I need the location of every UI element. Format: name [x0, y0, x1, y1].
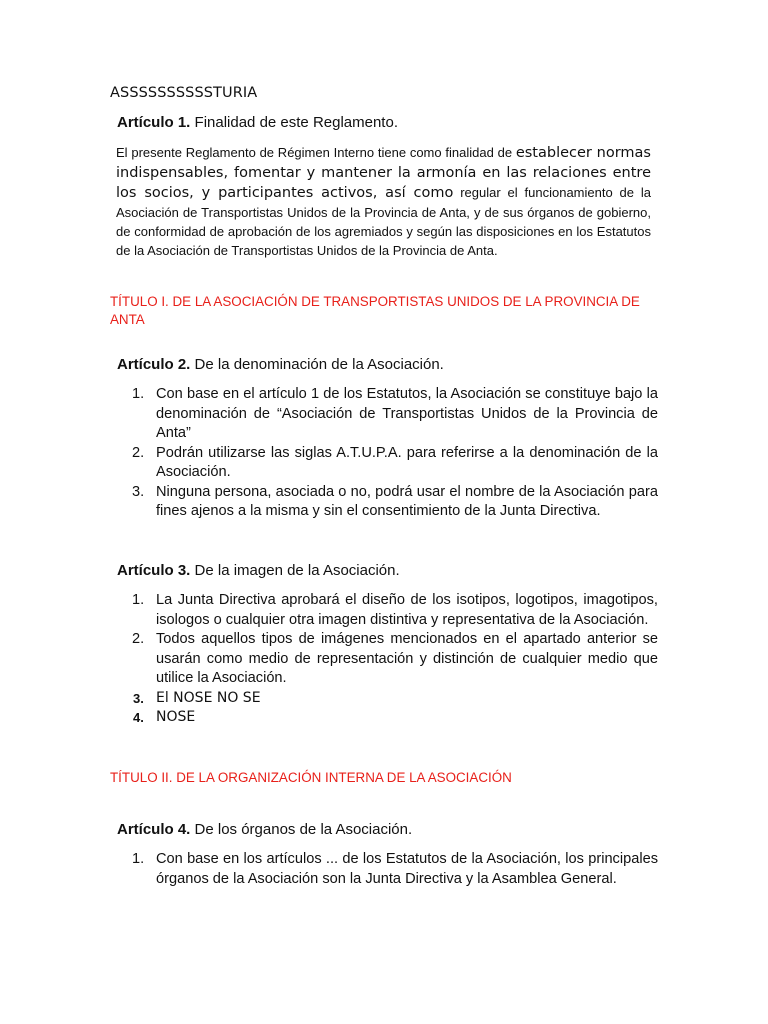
list-item-text: La Junta Directiva aprobará el diseño de los isotipos, logotipos, imagotipos, isologos o cualquier otra imagen distintiva y representativa de la Asociación. — [156, 592, 658, 628]
article-1-title: Finalidad de este Reglamento. — [190, 114, 398, 131]
article-1-text-c: regular el funcionamiento de la Asociación de Transportistas Unidos de la Provincia de Anta, y de sus órganos de gobierno, de conformidad de aprobación de los agremiados y según las disposiciones en los Estatutos de la Asociación de Transportistas Unidos de la Provincia de Anta. — [116, 185, 651, 258]
list-item — [117, 444, 658, 483]
article-4-label: Artículo 4. — [117, 821, 191, 838]
list-item — [117, 850, 658, 889]
list-item-text: El NOSE NO SE — [156, 689, 261, 706]
article-1-label: Artículo 1. — [117, 114, 191, 131]
article-4-list — [117, 850, 658, 889]
list-item — [117, 385, 658, 444]
list-item-text: Con base en los artículos ... de los Estatutos de la Asociación, los principales órganos de la Asociación son la Junta Directiva y la Asamblea General. — [156, 851, 658, 887]
list-item-number: 2. — [132, 631, 145, 647]
titulo-1-heading: TÍTULO I. DE LA ASOCIACIÓN DE TRANSPORTISTAS UNIDOS DE LA PROVINCIA DE ANTA — [110, 294, 640, 327]
article-3-title: De la imagen de la Asociación. — [190, 562, 400, 579]
titulo-2-heading: TÍTULO II. DE LA ORGANIZACIÓN INTERNA DE LA ASOCIACIÓN — [110, 770, 512, 785]
list-item-text: Todos aquellos tipos de imágenes mencionados en el apartado anterior se usarán como medio de representación y distinción de cualquier medio que utilice la Asociación. — [156, 631, 658, 686]
article-1-text-a: El presente Reglamento de Régimen Interno tiene como finalidad de — [116, 145, 516, 160]
document-title: ASSSSSSSSSSTURIA — [110, 85, 258, 101]
article-2-label: Artículo 2. — [117, 356, 191, 373]
article-3-label: Artículo 3. — [117, 562, 191, 579]
list-item — [117, 708, 658, 728]
list-item-number: 3. — [132, 483, 145, 500]
article-3-list — [117, 591, 658, 728]
list-item-text: NOSE — [156, 709, 196, 725]
article-3-heading — [117, 562, 400, 579]
article-2-title: De la denominación de la Asociación. — [190, 356, 444, 373]
list-item-text: Podrán utilizarse las siglas A.T.U.P.A. para referirse a la denominación de la Asociación. — [156, 444, 658, 480]
list-item-number: 4. — [133, 710, 144, 725]
list-item-number: 2. — [132, 444, 145, 461]
list-item-number: 1. — [132, 386, 145, 402]
article-2-heading — [117, 356, 444, 373]
list-item — [117, 630, 658, 689]
article-2-list — [117, 385, 658, 522]
list-item-text: Ninguna persona, asociada o no, podrá usar el nombre de la Asociación para fines ajenos a la misma y sin el consentimiento de la Junta Directiva. — [156, 483, 658, 519]
list-item — [117, 483, 658, 522]
list-item-number: 1. — [132, 851, 145, 867]
list-item — [117, 591, 658, 630]
list-item-number: 1. — [132, 592, 145, 608]
article-4-heading — [117, 821, 412, 838]
article-1-paragraph — [116, 143, 651, 260]
list-item — [117, 689, 658, 709]
list-item-text: Con base en el artículo 1 de los Estatutos, la Asociación se constituye bajo la denominación de “Asociación de Transportistas Unidos de la Provincia de Anta” — [156, 386, 658, 441]
article-1-text-b: establecer normas indispensables, fomentar y mantener la armonía en las relaciones entre los socios, y participantes activos, así como — [116, 145, 651, 201]
article-1-heading — [117, 114, 398, 131]
list-item-number: 3. — [133, 690, 144, 706]
article-4-title: De los órganos de la Asociación. — [190, 821, 413, 838]
